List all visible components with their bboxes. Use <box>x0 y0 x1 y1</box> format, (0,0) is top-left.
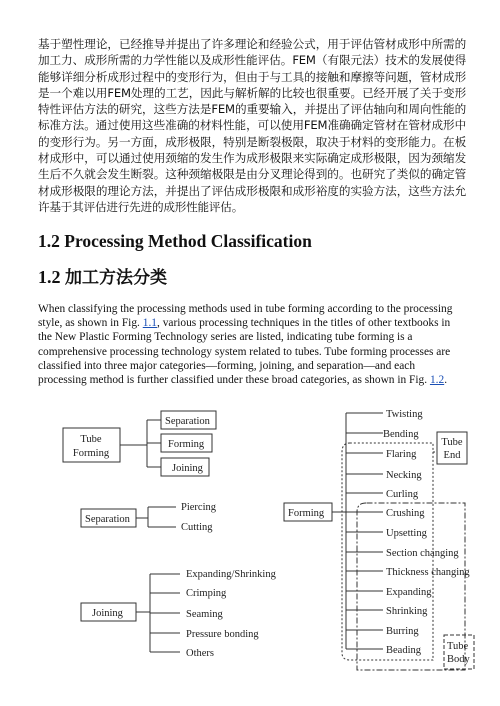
forming-child-twisting: Twisting <box>386 409 423 420</box>
forming-child-beading: Beading <box>386 645 421 656</box>
forming-child-shrinking: Shrinking <box>386 606 428 617</box>
joining-box-label: Joining <box>92 608 123 619</box>
figure-link-1-2[interactable]: 1.2 <box>429 374 445 387</box>
classification-diagram <box>0 400 500 706</box>
joining-child-crimping: Crimping <box>186 588 227 599</box>
english-body-paragraph <box>38 302 464 387</box>
heading-number: 1.2 <box>38 267 61 287</box>
forming-child-flaring: Flaring <box>386 449 417 460</box>
separation-child-cutting: Cutting <box>181 522 213 533</box>
paragraph-text-part1: When classifying the processing methods used in tube forming according to the processing style, as shown in Fig. <box>38 303 453 330</box>
section-heading-english: 1.2 Processing Method Classification <box>38 231 312 251</box>
forming-child-upsetting: Upsetting <box>386 528 427 539</box>
heading-chinese-text: 加工方法分类 <box>65 268 167 288</box>
separation-box-label: Separation <box>85 514 130 525</box>
forming-box-label: Forming <box>288 508 325 519</box>
tube-body-line1: Tube <box>447 641 469 652</box>
figure-link-1-1[interactable]: 1.1 <box>142 317 157 330</box>
paragraph-text-part3: . <box>444 374 448 387</box>
forming-child-section-changing: Section changing <box>386 548 459 559</box>
tf-child-joining: Joining <box>172 463 203 474</box>
tube-end-line1: Tube <box>441 437 463 448</box>
joining-child-pressure-bonding: Pressure bonding <box>186 629 259 640</box>
forming-child-expanding: Expanding <box>386 587 432 598</box>
joining-child-seaming: Seaming <box>186 609 223 620</box>
forming-child-necking: Necking <box>386 470 422 481</box>
tube-forming-line1: Tube <box>80 434 102 445</box>
tf-child-separation: Separation <box>165 416 210 427</box>
forming-child-crushing: Crushing <box>386 508 425 519</box>
chinese-body-paragraph: 基于塑性理论，已经推导并提出了许多理论和经验公式，用于评估管材成形中所需的加工力、成形所需的力学性能以及成形性能评估。FEM（有限元法）技术的发展使得能够详细分析成形过程中的变形行为，但由于与工具的接触和摩擦等问题，管材成形是一个难以用FEM处理的工艺，因此与解析解的比较也很重要。已经开展了关于变形特性评估方法的研究，这些方法是FEM的重要输入，并提出了评估轴向和周向性能的标准方法。通过使用这些准确的材料性能，可以使用FEM准确确定管材在管材成形中的变形行为。另一方面，成形极限，特别是断裂极限，取决于材料的变形能力。在板材成形中，可以通过使用颈缩的发生作为成形极限来实际确定成形极限，因为颈缩发生后不久就会发生断裂。这种颈缩极限是由分叉理论得到的。也研究了类似的确定管材成形极限的理论方法，并提出了评估成形极限和成形裕度的实验方法，这些方法允许基于其评估进行先进的成形性能评估。 <box>38 37 466 214</box>
forming-child-bending: Bending <box>383 429 419 440</box>
tf-child-forming: Forming <box>168 439 205 450</box>
forming-child-curling: Curling <box>386 489 419 500</box>
tube-body-line2: Body <box>447 654 470 665</box>
forming-child-burring: Burring <box>386 626 419 637</box>
joining-child-others: Others <box>186 648 214 659</box>
section-heading-chinese <box>38 263 167 288</box>
joining-child-expanding-shrinking: Expanding/Shrinking <box>186 569 276 580</box>
paragraph-text-part2: , various processing techniques in the titles of other textbooks in the New Plastic Forming Technology series are listed, indicating tube forming is a comprehensive processing technology system related to tubes. Tube forming processes are classified into three major categories—forming, joining, and separation—and each processing method is further classified under these broad categories, as shown in Fig. <box>38 317 451 387</box>
tube-forming-line2: Forming <box>72 448 110 459</box>
tube-end-line2: End <box>443 450 461 461</box>
separation-child-piercing: Piercing <box>181 502 216 513</box>
forming-child-thickness-changing: Thickness changing <box>386 567 470 578</box>
